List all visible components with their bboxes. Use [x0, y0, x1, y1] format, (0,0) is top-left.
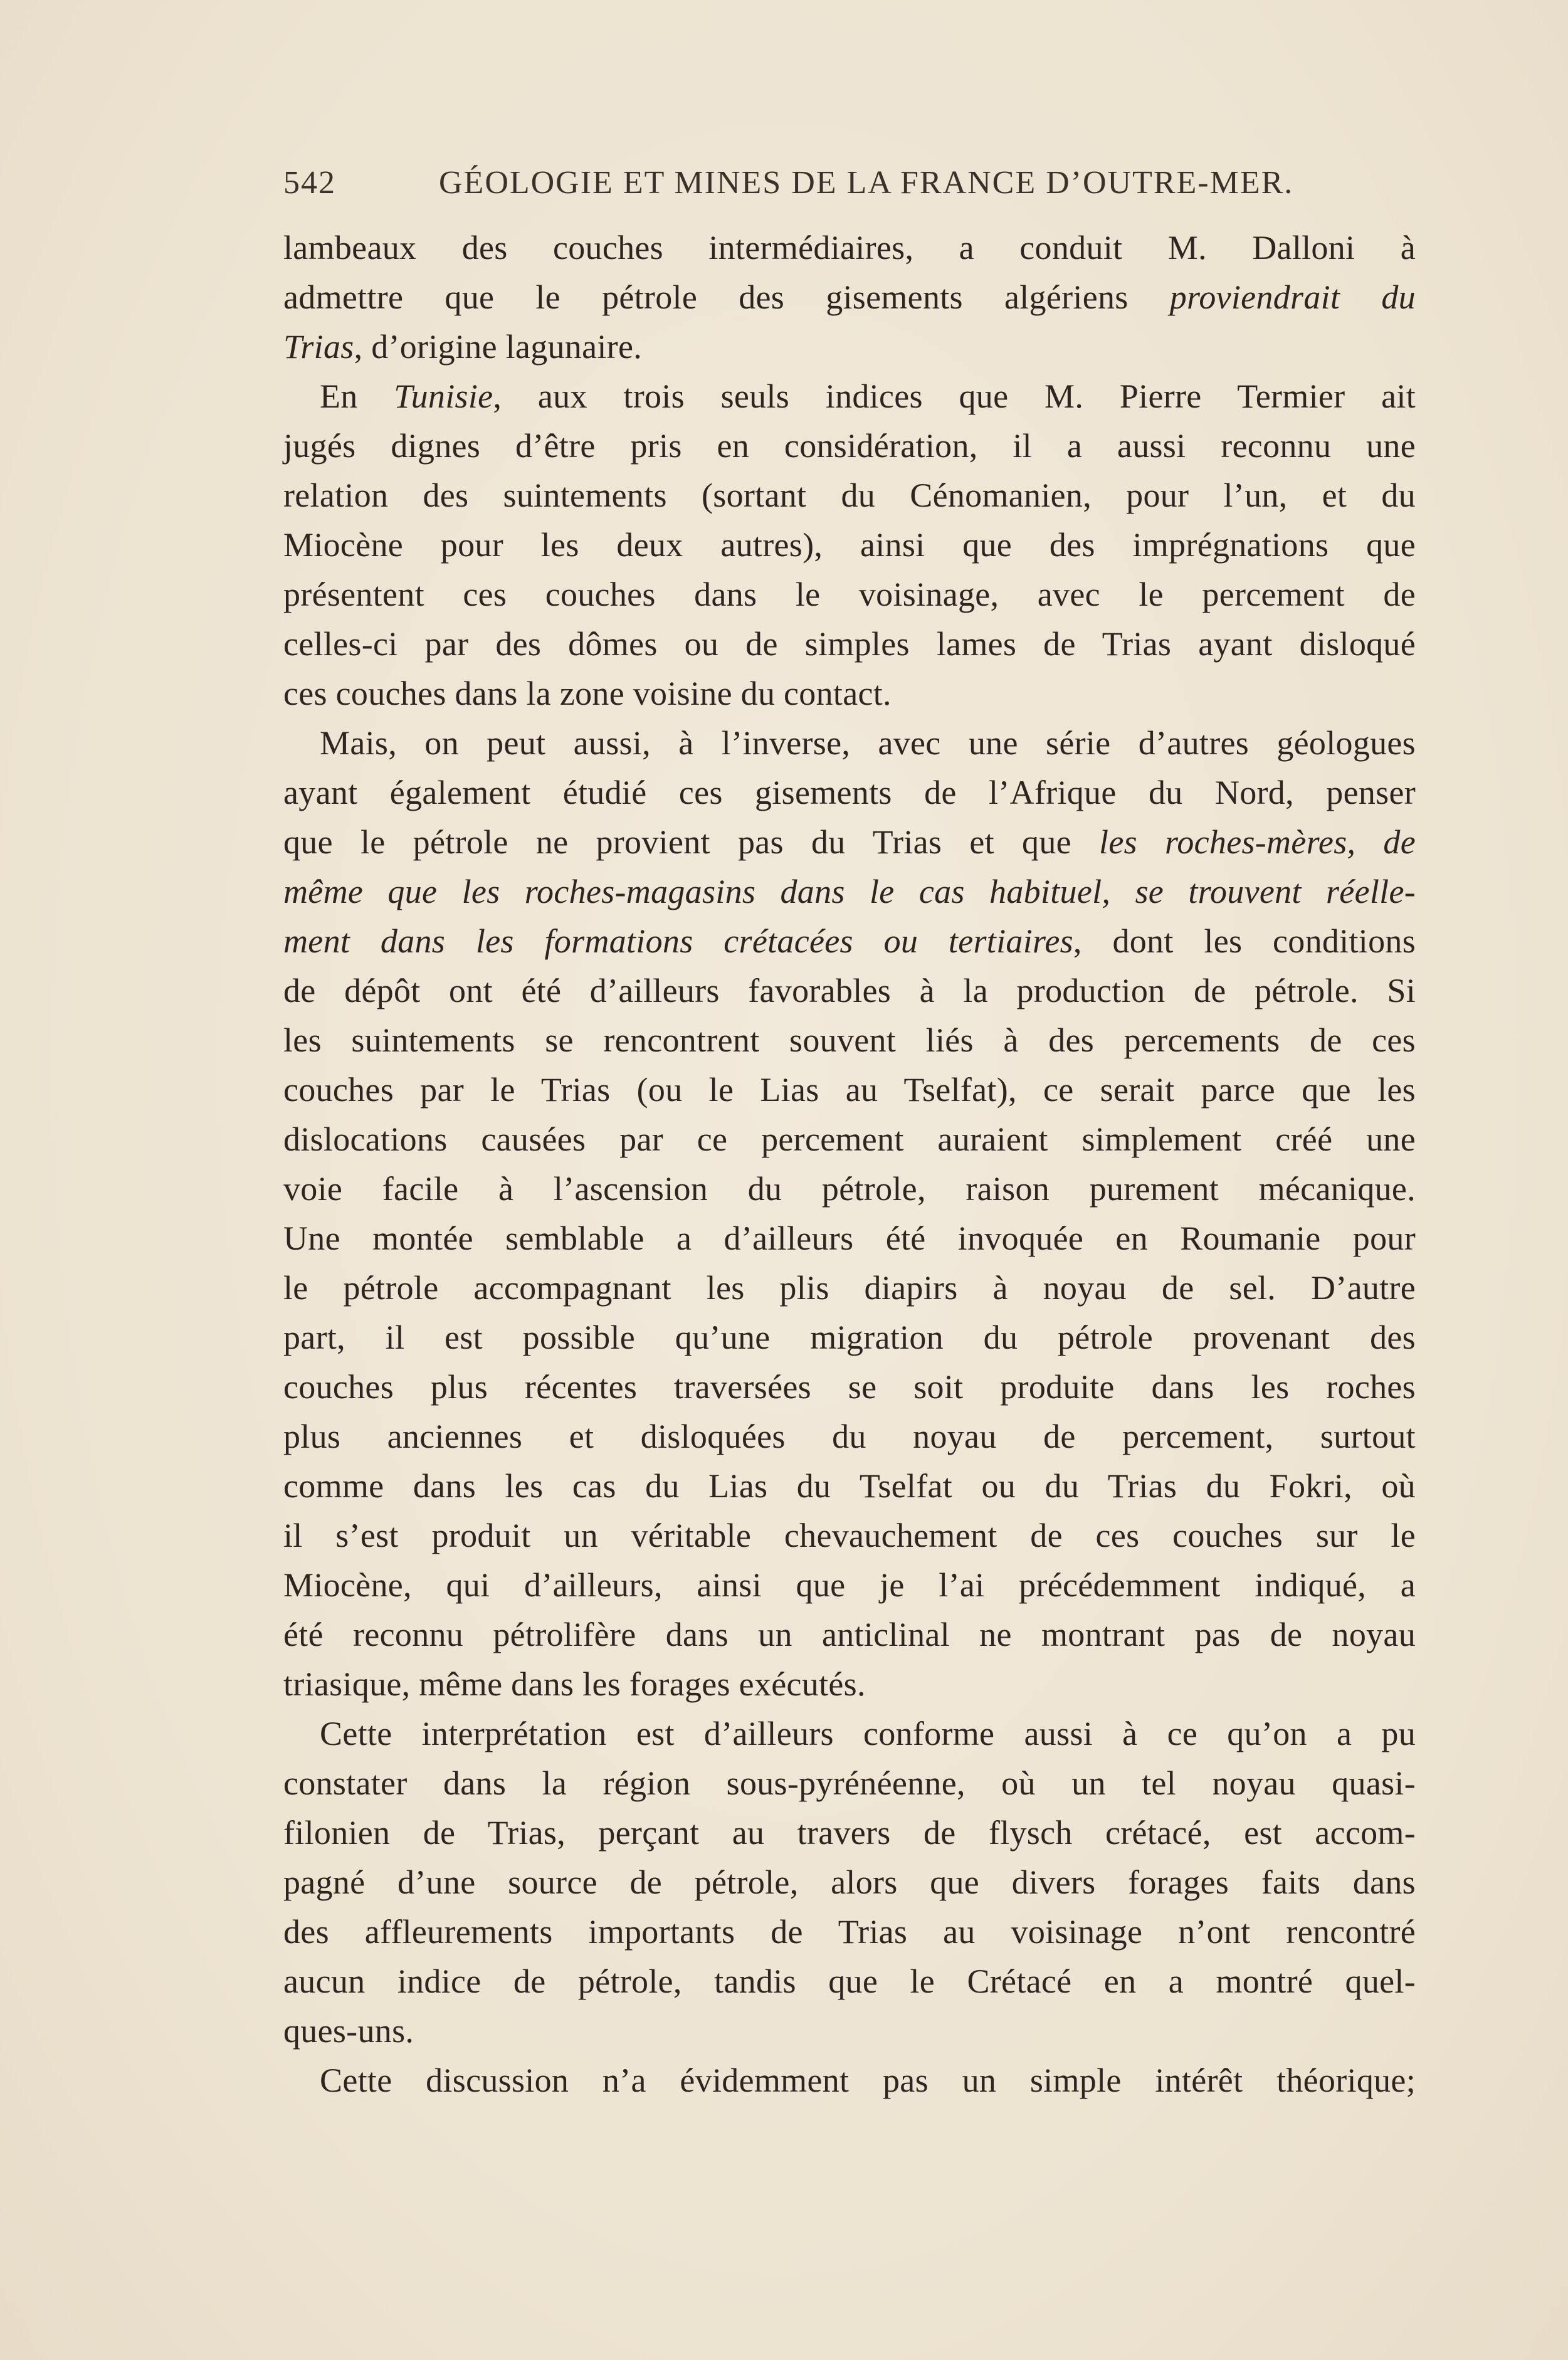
running-title: GÉOLOGIE ET MINES DE LA FRANCE D’OUTRE-MER.: [439, 165, 1294, 201]
text-line: Cette interprétation est d’ailleurs conforme aussi à ce qu’on a pu: [320, 1715, 1416, 1752]
text-line: présentent ces couches dans le voisinage, avec le percement de: [283, 576, 1416, 613]
text-line: plus anciennes et disloquées du noyau de percement, surtout: [283, 1418, 1416, 1455]
text-line: couches plus récentes traversées se soit produite dans les roches: [283, 1368, 1416, 1406]
italic-text: Trias: [283, 328, 354, 366]
text-line: filonien de Trias, perçant au travers de flysch crétacé, est accom-: [283, 1814, 1416, 1852]
text-line: il s’est produit un véritable chevauchement de ces couches sur le: [283, 1517, 1416, 1554]
text-line: Miocène, qui d’ailleurs, ainsi que je l’ai précédemment indiqué, a: [283, 1566, 1416, 1604]
text-line: comme dans les cas du Lias du Tselfat ou du Trias du Fokri, où: [283, 1467, 1416, 1505]
text-line: le pétrole accompagnant les plis diapirs à noyau de sel. D’autre: [283, 1269, 1416, 1307]
text-line: En Tunisie, aux trois seuls indices que M. Pierre Termier ait: [320, 377, 1416, 415]
text-line: constater dans la région sous-pyrénéenne, où un tel noyau quasi-: [283, 1764, 1416, 1802]
text-line: ment dans les formations crétacées ou tertiaires, dont les conditions: [283, 922, 1416, 960]
text-line: que le pétrole ne provient pas du Trias et que les roches-mères, de: [283, 823, 1416, 861]
text-line: celles-ci par des dômes ou de simples lames de Trias ayant disloqué: [283, 625, 1416, 663]
text-line: Trias, d’origine lagunaire.: [283, 328, 643, 366]
text-line: les suintements se rencontrent souvent liés à des percements de ces: [283, 1021, 1416, 1059]
italic-text: Tunisie: [394, 377, 493, 415]
text-line: part, il est possible qu’une migration du pétrole provenant des: [283, 1319, 1416, 1356]
page-header: [283, 164, 1294, 214]
text-line: aucun indice de pétrole, tandis que le Crétacé en a montré quel-: [283, 1962, 1416, 2000]
italic-text: les roches-mères, de: [1099, 823, 1416, 861]
text-line: ayant également étudié ces gisements de l’Afrique du Nord, penser: [283, 774, 1416, 811]
text-line: voie facile à l’ascension du pétrole, raison purement mécanique.: [283, 1170, 1416, 1208]
text-line: relation des suintements (sortant du Cénomanien, pour l’un, et du: [283, 477, 1416, 514]
text-line: ces couches dans la zone voisine du contact.: [283, 675, 892, 712]
text-line: été reconnu pétrolifère dans un anticlinal ne montrant pas de noyau: [283, 1616, 1416, 1653]
text-line: Une montée semblable a d’ailleurs été invoquée en Roumanie pour: [283, 1220, 1416, 1257]
text-line: ques-uns.: [283, 2012, 414, 2050]
text-line: Mais, on peut aussi, à l’inverse, avec une série d’autres géologues: [320, 724, 1416, 762]
page-number: 542: [283, 165, 336, 201]
text-line: dislocations causées par ce percement auraient simplement créé une: [283, 1120, 1416, 1158]
italic-text: ment dans les formations crétacées ou tertiaires: [283, 922, 1073, 960]
text-line: Cette discussion n’a évidemment pas un simple intérêt théorique;: [320, 2062, 1416, 2099]
text-line: lambeaux des couches intermédiaires, a conduit M. Dalloni à: [283, 229, 1416, 266]
text-line: pagné d’une source de pétrole, alors que divers forages faits dans: [283, 1863, 1416, 1901]
italic-text: même que les roches-magasins dans le cas habituel, se trouvent réelle-: [283, 873, 1416, 910]
body-text: [283, 223, 1416, 2105]
text-line: des affleurements importants de Trias au voisinage n’ont rencontré: [283, 1913, 1416, 1951]
italic-text: proviendrait du: [1169, 278, 1416, 316]
text-line: de dépôt ont été d’ailleurs favorables à la production de pétrole. Si: [283, 972, 1416, 1009]
text-line: couches par le Trias (ou le Lias au Tselfat), ce serait parce que les: [283, 1071, 1416, 1109]
text-line: Miocène pour les deux autres), ainsi que des imprégnations que: [283, 526, 1416, 564]
text-line: triasique, même dans les forages exécutés.: [283, 1665, 866, 1703]
text-line: jugés dignes d’être pris en considération, il a aussi reconnu une: [283, 427, 1416, 465]
text-line: [283, 867, 1416, 917]
text-line: admettre que le pétrole des gisements algériens proviendrait du: [283, 278, 1416, 316]
